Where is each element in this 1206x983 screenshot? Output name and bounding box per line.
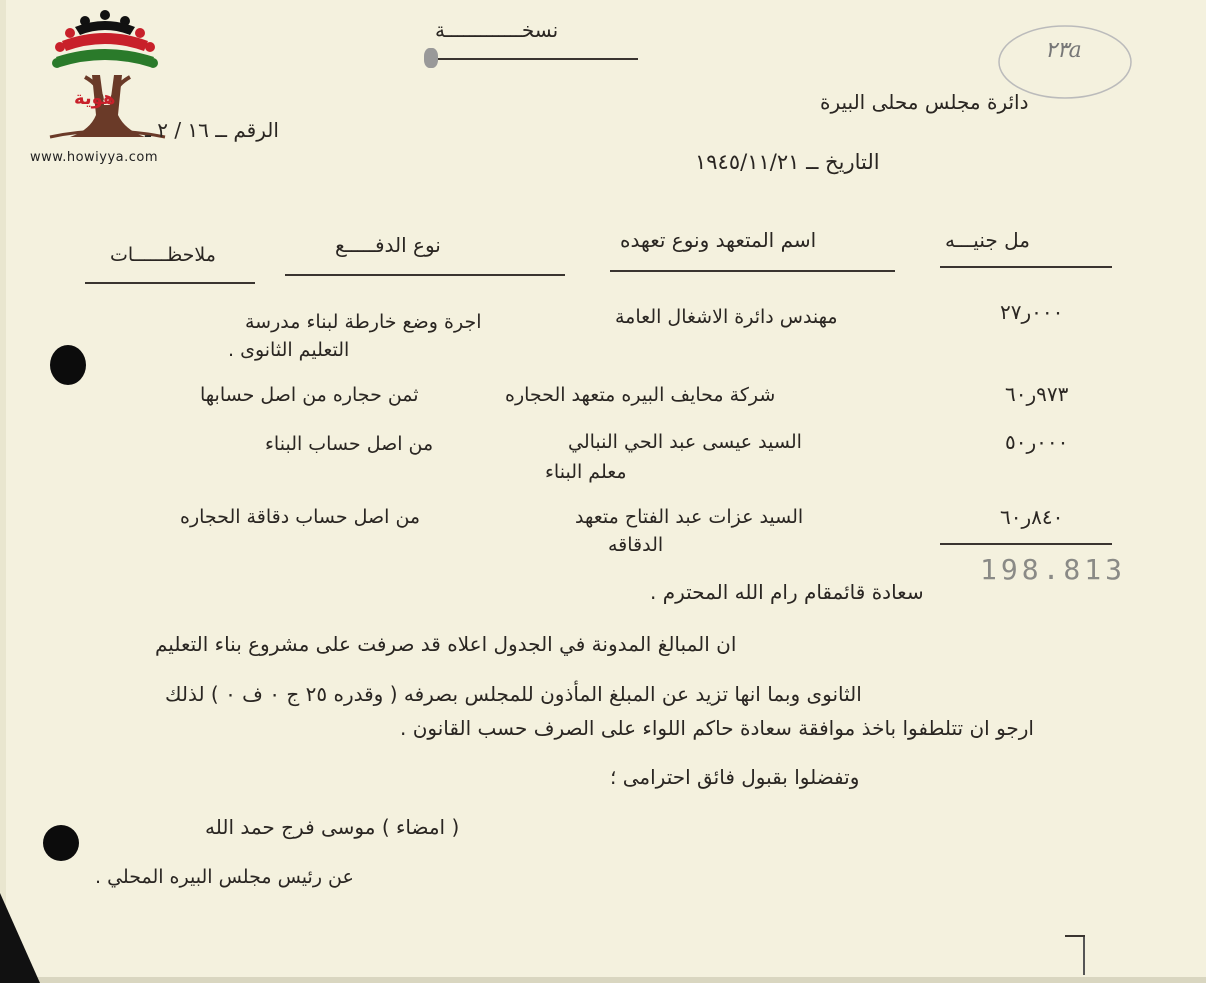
page-edge bbox=[0, 0, 6, 983]
punch-hole-bottom bbox=[43, 825, 79, 861]
archive-mark: ٢٣a bbox=[1045, 38, 1082, 63]
logo-word: هوية bbox=[74, 88, 116, 109]
document-date: التاريخ ــ ١٩٤٥/١١/٢١ bbox=[695, 150, 880, 174]
logo-people-icon bbox=[52, 10, 158, 68]
pencil-total: 198.813 bbox=[980, 553, 1127, 586]
column-amount: مل جنيـــه bbox=[945, 228, 1030, 252]
column-payment-rule bbox=[285, 274, 565, 276]
row3-amount: ٠٠٠ر٥٠ bbox=[1005, 430, 1069, 454]
row3-payment: من اصل حساب البناء bbox=[265, 433, 434, 455]
row4-contractor-cont: الدقاقه bbox=[608, 534, 664, 556]
row4-amount: ٨٤٠ر٦٠ bbox=[1000, 505, 1064, 529]
signature-line: ( امضاء ) موسى فرج حمد الله bbox=[205, 815, 460, 839]
scan-corner bbox=[0, 893, 40, 983]
office-name: دائرة مجلس محلى البيرة bbox=[820, 90, 1029, 114]
letter-closing: وتفضلوا بقبول فائق احترامى ؛ bbox=[610, 765, 860, 789]
ink-blot bbox=[424, 48, 438, 68]
row4-contractor: السيد عزات عبد الفتاح متعهد bbox=[575, 506, 804, 528]
column-contractor-rule bbox=[610, 270, 895, 272]
letter-paragraph-1: ان المبالغ المدونة في الجدول اعلاه قد صرفت على مشروع بناء التعليم bbox=[155, 632, 737, 656]
column-amount-rule bbox=[940, 266, 1112, 268]
logo-url[interactable]: www.howiyya.com bbox=[30, 150, 159, 165]
column-contractor: اسم المتعهد ونوع تعهده bbox=[620, 228, 817, 252]
row1-payment: اجرة وضع خارطة لبناء مدرسة bbox=[245, 311, 482, 333]
column-notes-rule bbox=[85, 282, 255, 284]
letter-addressee: سعادة قائمقام رام الله المحترم . bbox=[650, 580, 924, 604]
column-notes: ملاحظــــــات bbox=[110, 244, 216, 266]
row2-contractor: شركة محايف البيره متعهد الحجاره bbox=[505, 384, 776, 406]
row1-amount: ٠٠٠ر٢٧ bbox=[1000, 300, 1064, 324]
letter-paragraph-3: ارجو ان تتلطفوا باخذ موافقة سعادة حاكم اللواء على الصرف حسب القانون . bbox=[400, 716, 1034, 740]
row3-contractor-cont: معلم البناء bbox=[545, 461, 627, 483]
corner-tick bbox=[1083, 935, 1085, 975]
total-rule bbox=[940, 543, 1112, 545]
corner-tick-h bbox=[1065, 935, 1085, 937]
letter-paragraph-2: الثانوى وبما انها تزيد عن المبلغ المأذون للمجلس بصرفه ( وقدره ٢٥ ج ٠ ف ٠ ) لذلك bbox=[165, 682, 862, 706]
row4-payment: من اصل حساب دقاقة الحجاره bbox=[180, 506, 421, 528]
row2-amount: ٩٧٣ر٦٠ bbox=[1005, 382, 1069, 406]
punch-hole-top bbox=[50, 345, 86, 385]
row3-contractor: السيد عيسى عبد الحي النبالي bbox=[568, 431, 802, 453]
ref-number: الرقم ــ ١٦ / ٢ ـ bbox=[145, 118, 279, 142]
column-payment: نوع الدفـــــع bbox=[335, 233, 441, 257]
page-edge-bottom bbox=[0, 977, 1206, 983]
row2-payment: ثمن حجاره من اصل حسابها bbox=[200, 384, 419, 406]
row1-payment-cont: التعليم الثانوى . bbox=[228, 339, 350, 361]
row1-contractor: مهندس دائرة الاشغال العامة bbox=[615, 306, 838, 328]
signer-title: عن رئيس مجلس البيره المحلي . bbox=[95, 866, 354, 888]
copy-underline bbox=[438, 58, 638, 60]
copy-label: نسخـــــــــــــة bbox=[435, 18, 559, 42]
